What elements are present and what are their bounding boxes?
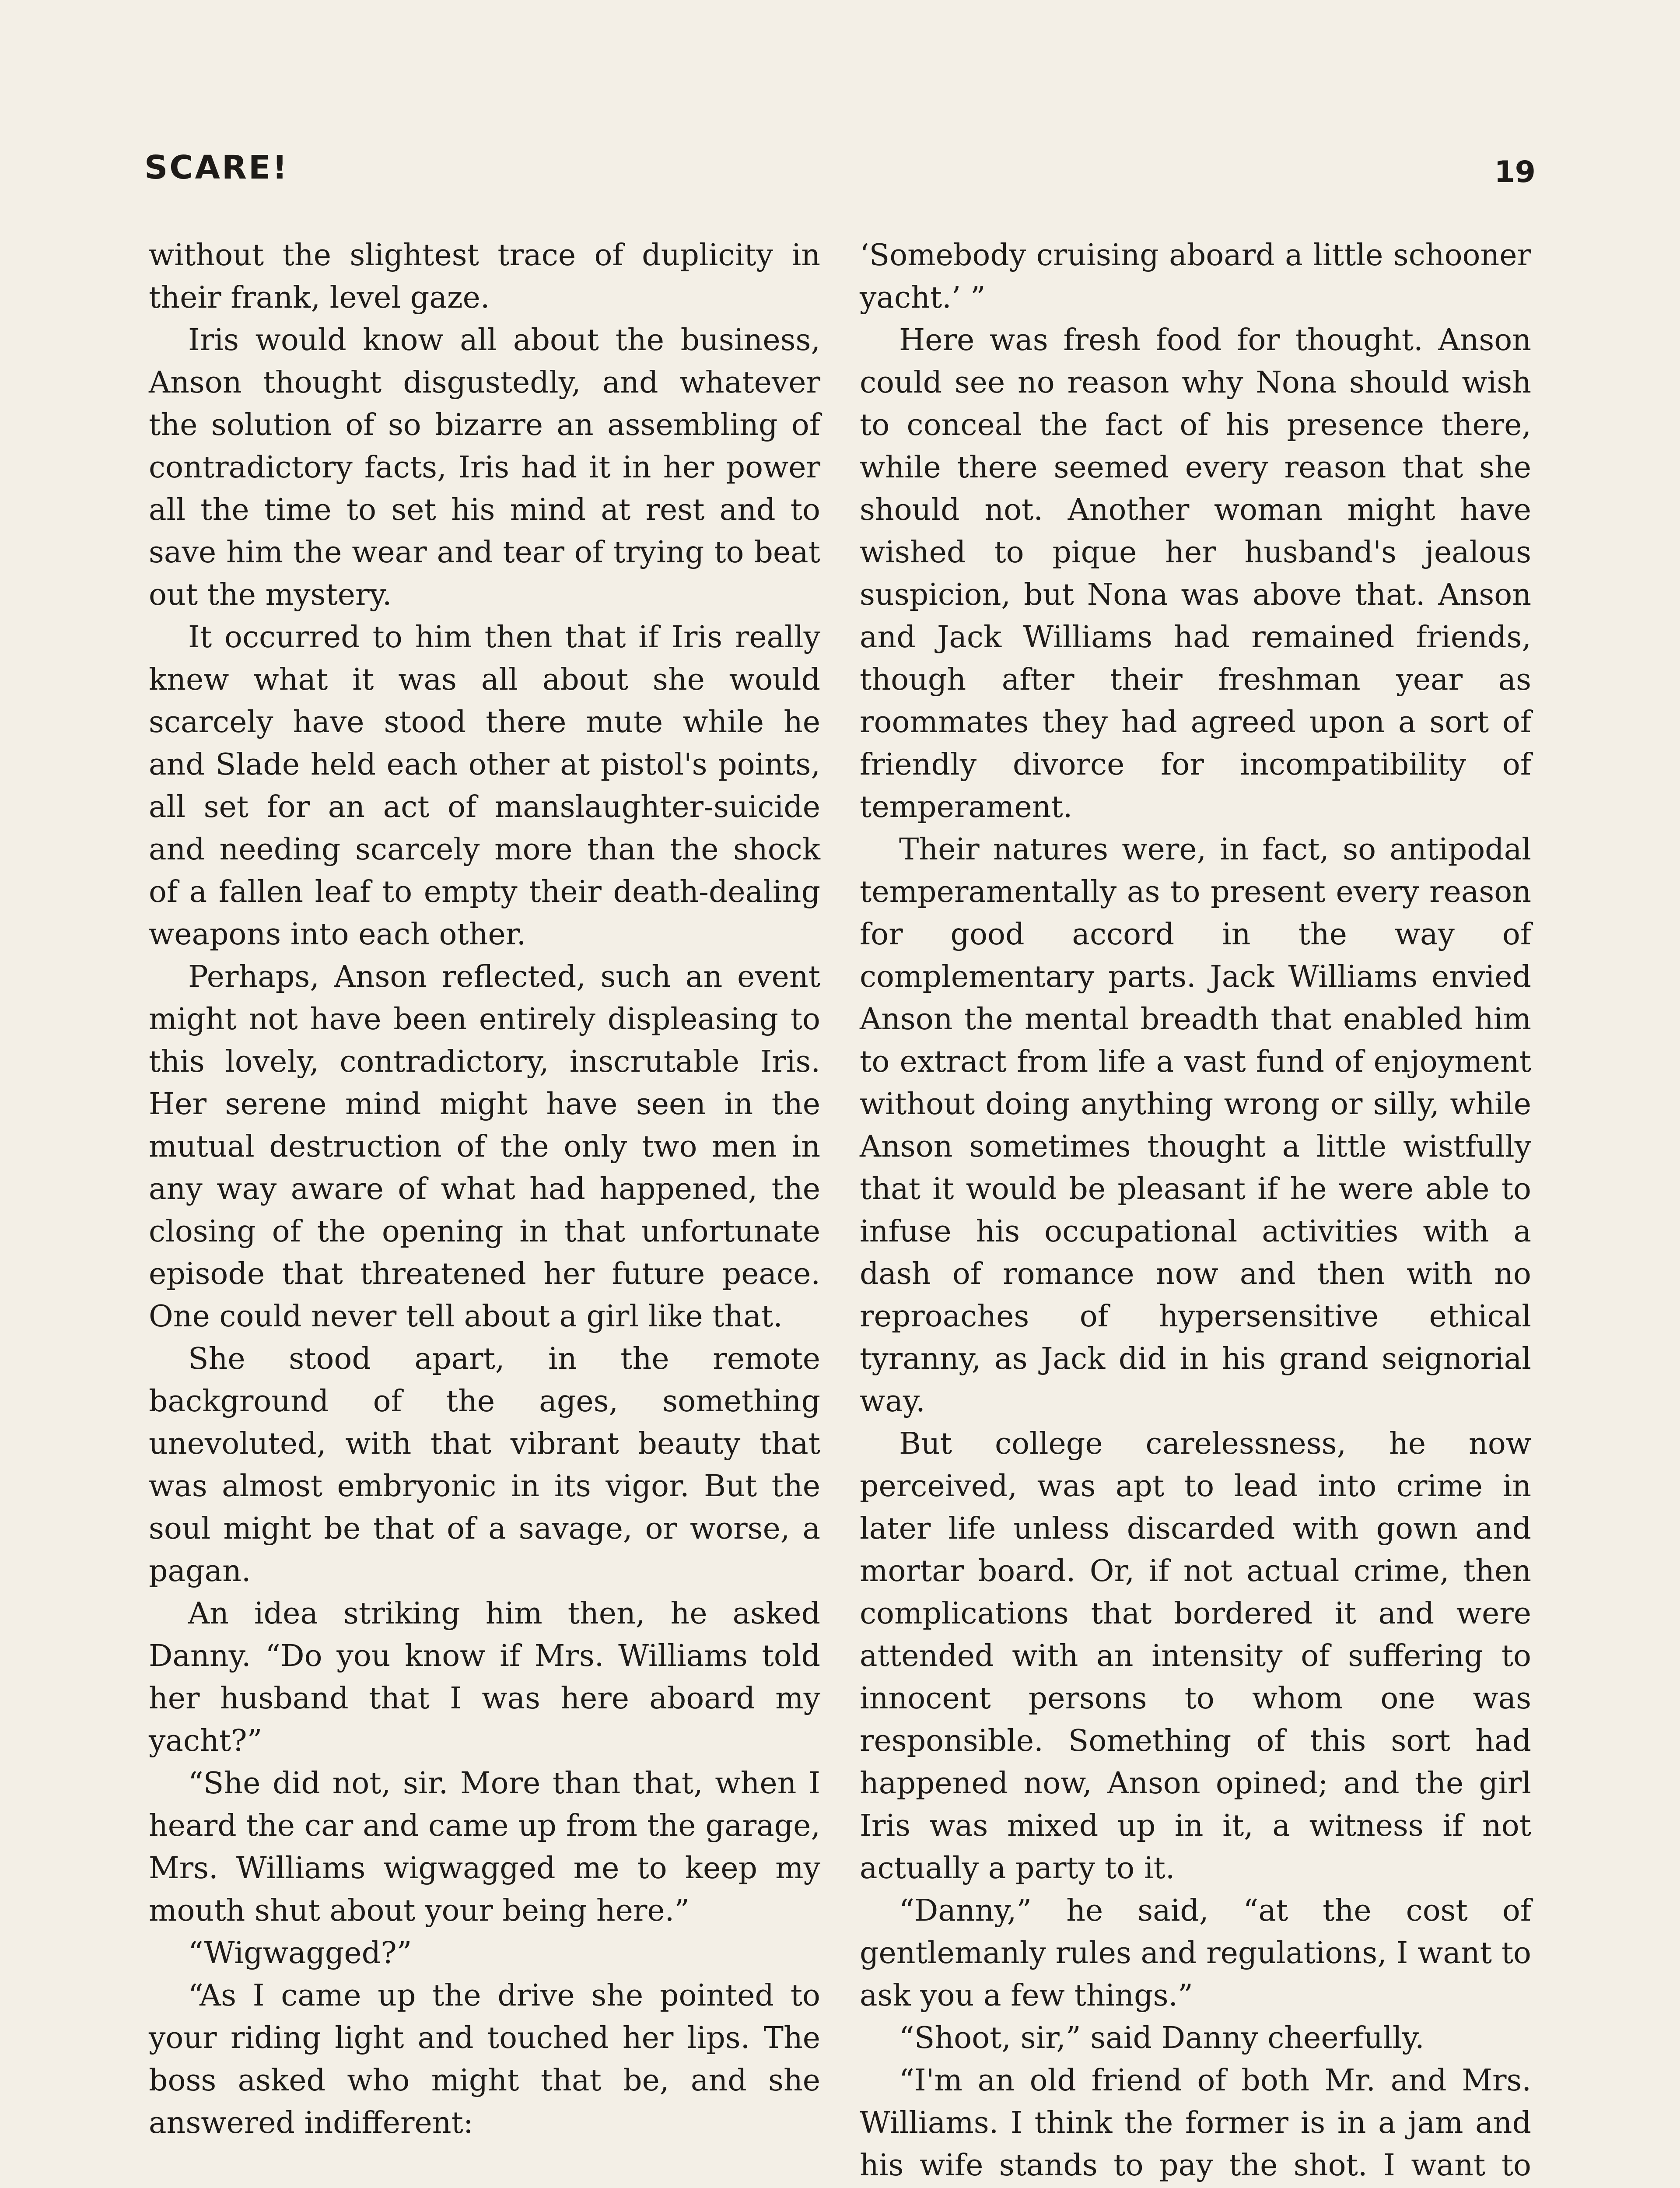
paragraph: ‘Somebody cruising aboard a little schooner yacht.’ ” xyxy=(860,238,1531,315)
paragraph: It occurred to him then that if Iris really knew what it was all about she would scarcely have stood there mute while he and Slade held each other at pistol's points, all set for an act of manslaughter-suicide and needing scarcely more than the shock of a fallen leaf to empty their death-dealing weapons into each other. xyxy=(149,620,820,952)
text-columns xyxy=(149,234,1531,2188)
paragraph: “As I came up the drive she pointed to your riding light and touched her lips. The boss asked who might that be, and she answered indifferent: xyxy=(149,1978,820,2140)
paragraph: “She did not, sir. More than that, when I heard the car and came up from the garage, Mrs. Williams wigwagged me to keep my mouth shut about your being here.” xyxy=(149,1766,820,1928)
running-head: SCARE! xyxy=(144,149,289,186)
right-column xyxy=(860,234,1531,2188)
paragraph: Their natures were, in fact, so antipodal temperamentally as to present every reason for good accord in the way of complementary parts. Jack Williams envied Anson the mental breadth that enabled him to extract from life a vast fund of enjoyment without doing anything wrong or silly, while Anson sometimes thought a little wistfully that it would be pleasant if he were able to infuse his occupational activities with a dash of romance now and then with no reproaches of hypersensitive ethical tyranny, as Jack did in his grand seignorial way. xyxy=(860,832,1531,1419)
paragraph: “Shoot, sir,” said Danny cheerfully. xyxy=(899,2021,1424,2055)
paragraph: “Danny,” he said, “at the cost of gentlemanly rules and regulations, I want to ask you a few things.” xyxy=(860,1893,1531,2013)
paragraph: An idea striking him then, he asked Danny. “Do you know if Mrs. Williams told her husband that I was here aboard my yacht?” xyxy=(149,1596,820,1758)
paragraph: “I'm an old friend of both Mr. and Mrs. Williams. I think the former is in a jam and his wife stands to pay the shot. I want to xyxy=(860,2063,1531,2183)
paragraph: Here was fresh food for thought. Anson could see no reason why Nona should wish to conceal the fact of his presence there, while there seemed every reason that she should not. Another woman might have wished to pique her husband's jealous suspicion, but Nona was above that. Anson and Jack Williams had remained friends, though after their freshman year as roommates they had agreed upon a sort of friendly divorce for incompatibility of temperament. xyxy=(860,323,1531,824)
paragraph: But college carelessness, he now perceived, was apt to lead into crime in later life unless discarded with gown and mortar board. Or, if not actual crime, then complications that bordered it and were attended with an intensity of suffering to innocent persons to whom one was responsible. Something of this sort had happened now, Anson opined; and the girl Iris was mixed up in it, a witness if not actually a party to it. xyxy=(860,1427,1531,1886)
paragraph: Perhaps, Anson reflected, such an event might not have been entirely displeasing to this lovely, contradictory, inscrutable Iris. Her serene mind might have seen in the mutual destruction of the only two men in any way aware of what had happened, the closing of the opening in that unfortunate episode that threatened her future peace. One could never tell about a girl like that. xyxy=(149,960,820,1334)
page-number: 19 xyxy=(1494,155,1536,189)
paragraph: Iris would know all about the business, Anson thought disgustedly, and whatever the solution of so bizarre an assembling of contradictory facts, Iris had it in her power all the time to set his mind at rest and to save him the wear and tear of trying to beat out the mystery. xyxy=(149,323,820,612)
paragraph: She stood apart, in the remote background of the ages, something unevoluted, with that vibrant beauty that was almost embryonic in its vigor. But the soul might be that of a savage, or worse, a pagan. xyxy=(149,1342,820,1588)
page-header xyxy=(144,149,1536,206)
paragraph: “Wigwagged?” xyxy=(188,1936,412,1971)
left-column xyxy=(149,234,820,2188)
paragraph: without the slightest trace of duplicity in their frank, level gaze. xyxy=(149,238,820,315)
